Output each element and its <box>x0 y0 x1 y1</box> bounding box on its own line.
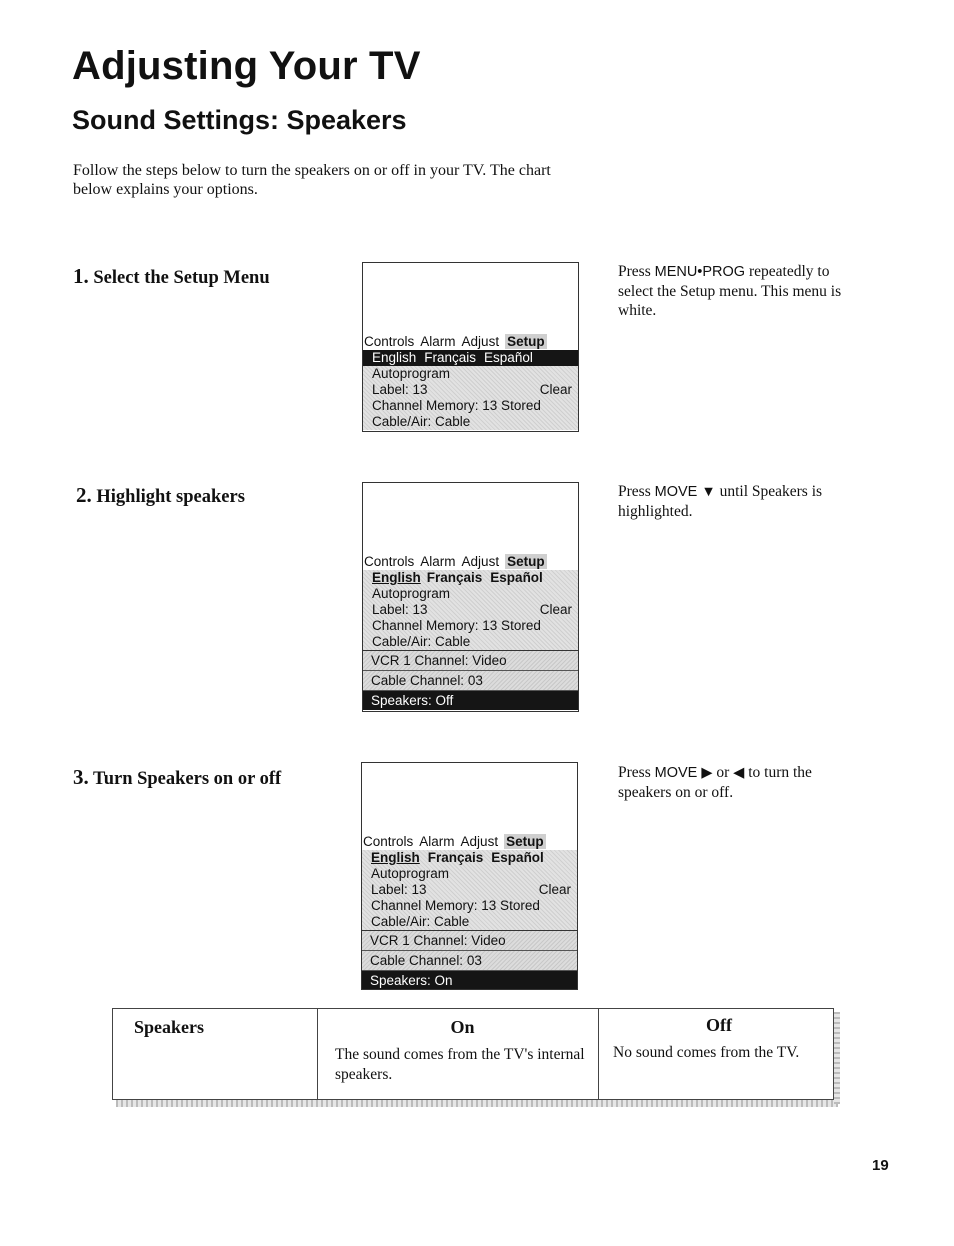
chart-shadow-right <box>834 1012 840 1104</box>
chart-off-text: No sound comes from the TV. <box>613 1044 800 1061</box>
vcr-channel-row: VCR 1 Channel: Video <box>363 651 578 671</box>
cable-channel-row: Cable Channel: 03 <box>363 671 578 691</box>
step-2-label: Highlight speakers <box>96 487 245 507</box>
chart-on-cell <box>318 1009 599 1100</box>
channel-memory-row: Channel Memory: 13 Stored <box>372 398 541 413</box>
step-2-heading <box>76 483 245 508</box>
step-3-number: 3. <box>73 765 89 789</box>
label-row: Label: 13 Clear <box>372 602 572 617</box>
page-title: Adjusting Your TV <box>72 44 421 88</box>
setup-menu-screen-3 <box>361 762 578 990</box>
tab-alarm: Alarm <box>420 334 456 349</box>
language-espanol: Español <box>484 350 533 365</box>
intro-text: Follow the steps below to turn the speakers on or off in your TV. The chart below explains your options. <box>73 162 551 198</box>
channel-memory-row: Channel Memory: 13 Stored <box>371 898 540 913</box>
step-3-description: Press MOVE ▶ or ◀ to turn the speakers on or off. <box>618 764 812 801</box>
move-down-button-label: MOVE ▼ <box>654 484 716 500</box>
chart-row-header: Speakers <box>134 1017 205 1037</box>
step-2-number: 2. <box>76 483 92 507</box>
language-row: English Français Español <box>372 570 543 585</box>
menu-tabs: Controls Alarm Adjust Setup <box>364 554 545 569</box>
chart-on-text: The sound comes from the TV's internal speakers. <box>335 1046 585 1083</box>
menu-tabs: Controls Alarm Adjust Setup <box>363 834 544 849</box>
setup-menu-screen-1 <box>362 262 579 432</box>
move-left-button-label: ◀ <box>733 765 745 781</box>
cable-air-row: Cable/Air: Cable <box>372 634 471 649</box>
chart-row-header-cell <box>113 1009 318 1100</box>
vcr-channel-row: VCR 1 Channel: Video <box>362 931 577 951</box>
speakers-options-chart <box>112 1008 834 1100</box>
page-number: 19 <box>872 1157 889 1174</box>
label-row: Label: 13 Clear <box>372 382 572 397</box>
step-2-description: Press MOVE ▼ until Speakers is highlighted. <box>618 483 823 520</box>
step-1-number: 1. <box>73 264 89 288</box>
autoprogram-row: Autoprogram <box>371 866 450 881</box>
language-row: English Français Español <box>371 850 544 865</box>
step-1-heading <box>73 264 270 289</box>
menu-tabs <box>363 333 578 350</box>
chart-off-cell <box>599 1009 834 1100</box>
language-row <box>363 350 578 366</box>
chart-on-header: On <box>450 1017 475 1037</box>
setup-menu-screen-2 <box>362 482 579 712</box>
step-1-description: Press MENU•PROG repeatedly to select the Setup menu. This menu is white. <box>618 263 842 319</box>
channel-memory-row: Channel Memory: 13 Stored <box>372 618 541 633</box>
tab-controls: Controls <box>364 334 415 349</box>
tab-setup: Setup <box>507 334 545 349</box>
speakers-row-highlighted: Speakers: Off <box>363 691 578 710</box>
cable-air-row: Cable/Air: Cable <box>371 914 470 929</box>
chart-shadow-bottom <box>116 1100 838 1107</box>
label-row: Label: 13 Clear <box>371 882 571 897</box>
step-3-label: Turn Speakers on or off <box>93 769 282 789</box>
language-english: English <box>372 350 417 365</box>
chart-off-header: Off <box>706 1015 732 1035</box>
tab-adjust: Adjust <box>461 334 500 349</box>
menu-prog-button-label: MENU•PROG <box>654 264 746 280</box>
speakers-row-highlighted: Speakers: On <box>362 971 577 990</box>
autoprogram-row: Autoprogram <box>372 366 451 381</box>
autoprogram-row: Autoprogram <box>372 586 451 601</box>
language-francais: Français <box>424 350 477 365</box>
move-right-button-label: MOVE ▶ <box>654 765 713 781</box>
cable-air-row: Cable/Air: Cable <box>372 414 471 429</box>
step-1-label: Select the Setup Menu <box>93 268 270 288</box>
section-title: Sound Settings: Speakers <box>72 105 407 135</box>
cable-channel-row: Cable Channel: 03 <box>362 951 577 971</box>
step-3-heading <box>73 765 281 790</box>
